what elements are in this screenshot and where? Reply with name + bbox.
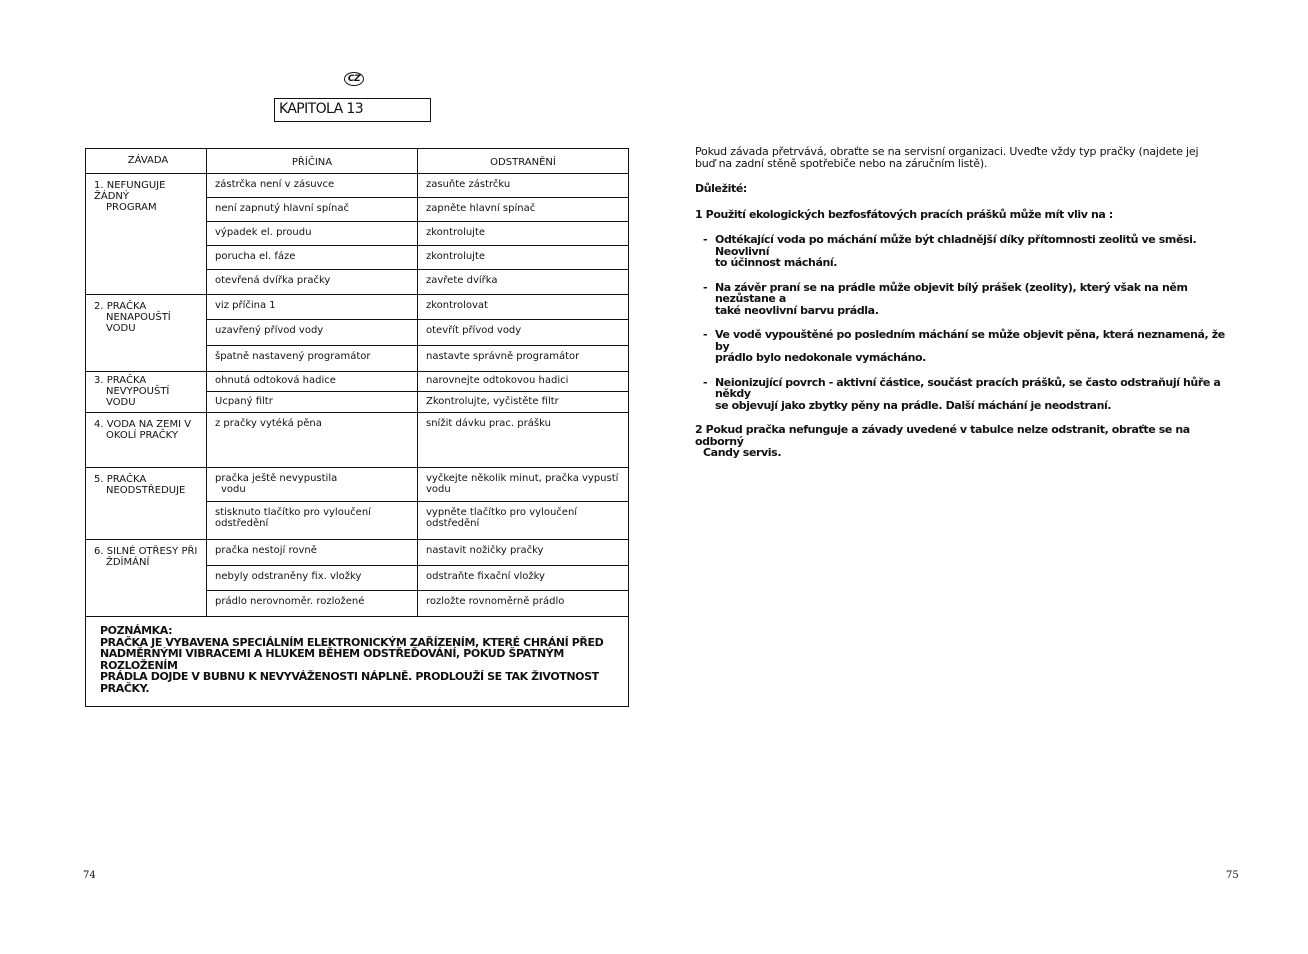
cause-cell: porucha el. fáze [207, 246, 418, 269]
remedy-cell: Zkontrolujte, vyčistěte filtr [426, 396, 559, 407]
cause-cell: z pračky vytéká pěna [207, 413, 418, 467]
fault-cell: 4. VODA NA ZEMI V OKOLÍ PRAČKY [86, 413, 207, 467]
fault-group [86, 372, 628, 413]
cause-cell: výpadek el. proudu [207, 222, 418, 245]
fault-cell: 2. PRAČKA NENAPOUŠTÍ VODU [86, 295, 207, 371]
remedy-cell: nastavit nožičky pračky [426, 545, 544, 556]
cause-cell: pračka ještě nevypustila vodu [207, 468, 418, 501]
troubleshooting-table [85, 148, 629, 707]
table-header-row [86, 149, 628, 174]
table-row [207, 222, 628, 246]
table-row [207, 174, 628, 198]
cause-cell: zástrčka není v zásuvce [207, 174, 418, 197]
table-row [207, 320, 628, 346]
bullet-item: - Odtékající voda po máchání může být chladnější díky přítomnosti zeolitů ve směsi. Neovlivní to účinnost máchání. [703, 233, 1197, 269]
item-1: 1 Použití ekologických bezfosfátových pracích prášků může mít vliv na : [695, 207, 1113, 221]
remedy-cell: snížit dávku prac. prášku [426, 418, 551, 429]
table-row [207, 246, 628, 270]
cause-cell: Ucpaný filtr [207, 392, 418, 412]
table-row [207, 468, 628, 502]
fault-group [86, 413, 628, 468]
table-row [207, 295, 628, 320]
cause-cell: ohnutá odtoková hadice [207, 372, 418, 391]
header-remedy: ODSTRANĚNÍ [490, 156, 556, 168]
cause-cell: prádlo nerovnoměr. rozložené [207, 591, 418, 616]
note-text: NADMĚRNÝMI VIBRACEMI A HLUKEM BĚHEM ODSTŘEĎOVÁNÍ, POKUD ŠPATNÝM ROZLOŽENÍM [100, 647, 564, 672]
remedy-cell: rozložte rovnoměrně prádlo [426, 596, 565, 607]
cause-cell: není zapnutý hlavní spínač [207, 198, 418, 221]
cause-cell: pračka nestojí rovně [207, 540, 418, 565]
cause-cell: viz příčina 1 [207, 295, 418, 319]
remedy-cell: zasuňte zástrčku [426, 179, 511, 190]
remedy-cell: zkontrolovat [426, 300, 488, 311]
cause-cell: nebyly odstraněny fix. vložky [207, 566, 418, 590]
table-row [207, 566, 628, 591]
cause-cell: otevřená dvířka pračky [207, 270, 418, 294]
fault-cell: 1. NEFUNGUJE ŽÁDNÝ PROGRAM [86, 174, 207, 294]
cause-cell: uzavřený přívod vody [207, 320, 418, 345]
note-text: PRÁDLA DOJDE V BUBNU K NEVYVÁŽENOSTI NÁPLNĚ. PRODLOUŽÍ SE TAK ŽIVOTNOST PRAČKY. [100, 670, 599, 695]
table-row [207, 540, 628, 566]
fault-group [86, 174, 628, 295]
table-row [207, 346, 628, 371]
remedy-cell: nastavte správně programátor [426, 351, 580, 362]
fault-cell: 5. PRAČKA NEODSTŘEDUJE [86, 468, 207, 539]
important-heading: Důležité: [695, 182, 747, 195]
note-row [86, 617, 628, 706]
fault-group [86, 468, 628, 540]
remedy-cell: zapněte hlavní spínač [426, 203, 536, 214]
table-row [207, 392, 628, 412]
language-badge: CZ [344, 72, 364, 86]
chapter-heading: KAPITOLA 13 [274, 98, 431, 122]
bullet-item: - Neionizující povrch - aktivní částice, součást pracích prášků, se často odstraňují hůře a někdy se objevují jako zbytky pěny na prádle. Další máchání je neodstraní. [703, 375, 1221, 412]
item-2: 2 Pokud pračka nefunguje a závady uvedené v tabulce nelze odstranit, obraťte se na odborný Candy servis. [695, 423, 1190, 459]
table-row [207, 502, 628, 539]
note-title: POZNÁMKA: [100, 624, 173, 637]
remedy-cell: vyčkejte několik minut, pračka vypustí vodu [426, 473, 619, 495]
intro-paragraph: Pokud závada přetrvává, obraťte se na servisní organizaci. Uveďte vždy typ pračky (najdete jej buď na zadní stěně spotřebiče nebo na záručním listě). [695, 145, 1199, 170]
header-cause: PŘÍČINA [207, 149, 418, 173]
note-block [86, 617, 628, 706]
table-row [207, 591, 628, 616]
fault-cell: 6. SILNÉ OTŘESY PŘI ŽDÍMÁNÍ [86, 540, 207, 616]
fault-group [86, 540, 628, 617]
remedy-cell: vypněte tlačítko pro vyloučení odstředění [426, 507, 578, 529]
header-fault: ZÁVADA [86, 149, 207, 173]
remedy-cell: otevřít přívod vody [426, 325, 522, 336]
table-row [207, 198, 628, 222]
cause-cell: stisknuto tlačítko pro vyloučení odstředění [207, 502, 418, 539]
right-page-text [695, 146, 1235, 459]
remedy-cell: zavřete dvířka [426, 275, 498, 286]
page-number-right: 75 [1226, 870, 1239, 881]
table-row [207, 270, 628, 294]
fault-group [86, 295, 628, 372]
remedy-cell: zkontrolujte [426, 227, 486, 238]
bullet-item: - Na závěr praní se na prádle může objevit bílý prášek (zeolity), který však na něm nezůstane a také neovlivní barvu prádla. [703, 280, 1188, 317]
note-text: PRAČKA JE VYBAVENA SPECIÁLNÍM ELEKTRONICKÝM ZAŘÍZENÍM, KTERÉ CHRÁNÍ PŘED [100, 635, 604, 649]
remedy-cell: zkontrolujte [426, 251, 486, 262]
cause-cell: špatně nastavený programátor [207, 346, 418, 371]
remedy-cell: odstraňte fixační vložky [426, 571, 545, 582]
page-number-left: 74 [83, 870, 96, 881]
bullet-item: - Ve vodě vypouštěné po posledním máchání se může objevit pěna, která neznamená, že by prádlo bylo nedokonale vymácháno. [703, 328, 1225, 364]
table-row [207, 372, 628, 392]
fault-cell: 3. PRAČKA NEVYPOUŠTÍ VODU [86, 372, 207, 412]
table-row [207, 413, 628, 467]
remedy-cell: narovnejte odtokovou hadici [426, 375, 569, 386]
